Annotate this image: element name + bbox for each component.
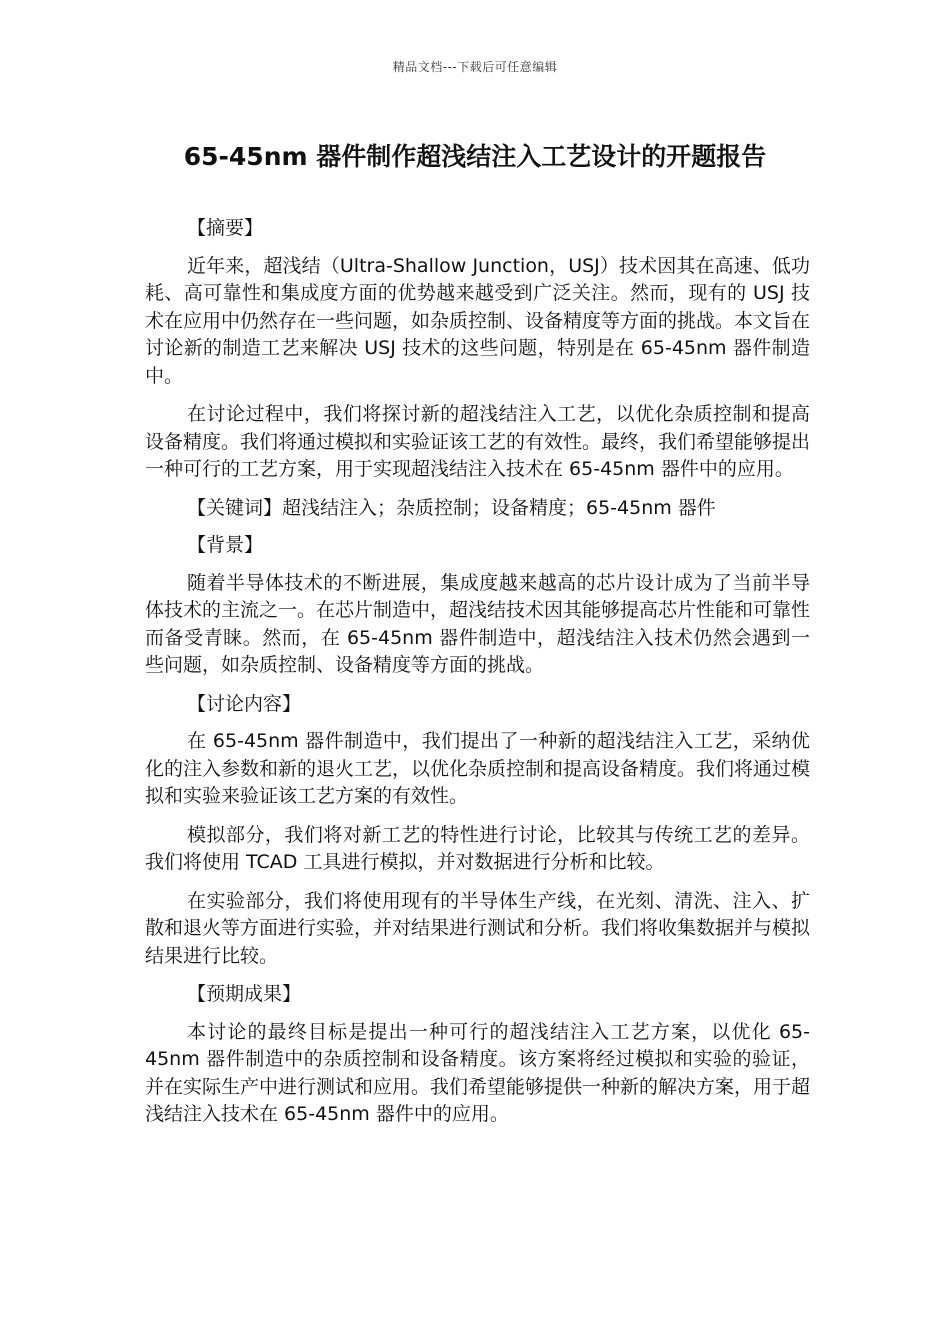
discussion-heading: 【讨论内容】: [187, 692, 302, 715]
discussion-paragraph-2: 模拟部分，我们将对新工艺的特性进行讨论，比较其与传统工艺的差异。我们将使用 TCAD 工具进行模拟，并对数据进行分析和比较。: [145, 823, 810, 873]
discussion-paragraph-1: 在 65-45nm 器件制造中，我们提出了一种新的超浅结注入工艺，采纳优化的注入参数和新的退火工艺，以优化杂质控制和提高设备精度。我们将通过模拟和实验来验证该工艺方案的有效性。: [145, 730, 811, 807]
abstract-heading: 【摘要】: [187, 217, 264, 239]
abstract-paragraph-1: 近年来，超浅结（Ultra-Shallow Junction，USJ）技术因其在高速、低功耗、高可靠性和集成度方面的优势越来越受到广泛关注。然而，现有的 USJ 技术在应用中仍然存在一些问题，如杂质控制、设备精度等方面的挑战。本文旨在讨论新的制造工艺来解决 USJ 技术的这些问题，特别是在 65-45nm 器件制造中。: [145, 254, 811, 387]
document-body: [145, 215, 810, 1140]
background-paragraph-1: 随着半导体技术的不断进展，集成度越来越高的芯片设计成为了当前半导体技术的主流之一。在芯片制造中，超浅结技术因其能够提高芯片性能和可靠性而备受青睐。然而，在 65-45nm 器件制造中，超浅结注入技术仍然会遇到一些问题，如杂质控制、设备精度等方面的挑战。: [145, 571, 811, 676]
abstract-paragraph-2: 在讨论过程中，我们将探讨新的超浅结注入工艺，以优化杂质控制和提高设备精度。我们将通过模拟和实验证该工艺的有效性。最终，我们希望能够提出一种可行的工艺方案，用于实现超浅结注入技术在 65-45nm 器件中的应用。: [145, 403, 811, 480]
page-header-note: 精品文档---下载后可任意编辑: [392, 60, 558, 74]
discussion-paragraph-3: 在实验部分，我们将使用现有的半导体生产线，在光刻、清洗、注入、扩散和退火等方面进行实验，并对结果进行测试和分析。我们将收集数据并与模拟结果进行比较。: [145, 889, 811, 967]
background-heading: 【背景】: [187, 534, 264, 556]
document-title: 65-45nm 器件制作超浅结注入工艺设计的开题报告: [183, 142, 767, 171]
outcome-heading: 【预期成果】: [187, 983, 302, 1005]
keywords-line: 【关键词】超浅结注入；杂质控制；设备精度；65-45nm 器件: [187, 496, 716, 519]
outcome-paragraph-1: 本讨论的最终目标是提出一种可行的超浅结注入工艺方案，以优化 65-45nm 器件制造中的杂质控制和设备精度。该方案将经过模拟和实验的验证，并在实际生产中进行测试和应用。我们希望能够提供一种新的解决方案，用于超浅结注入技术在 65-45nm 器件中的应用。: [145, 1020, 811, 1125]
